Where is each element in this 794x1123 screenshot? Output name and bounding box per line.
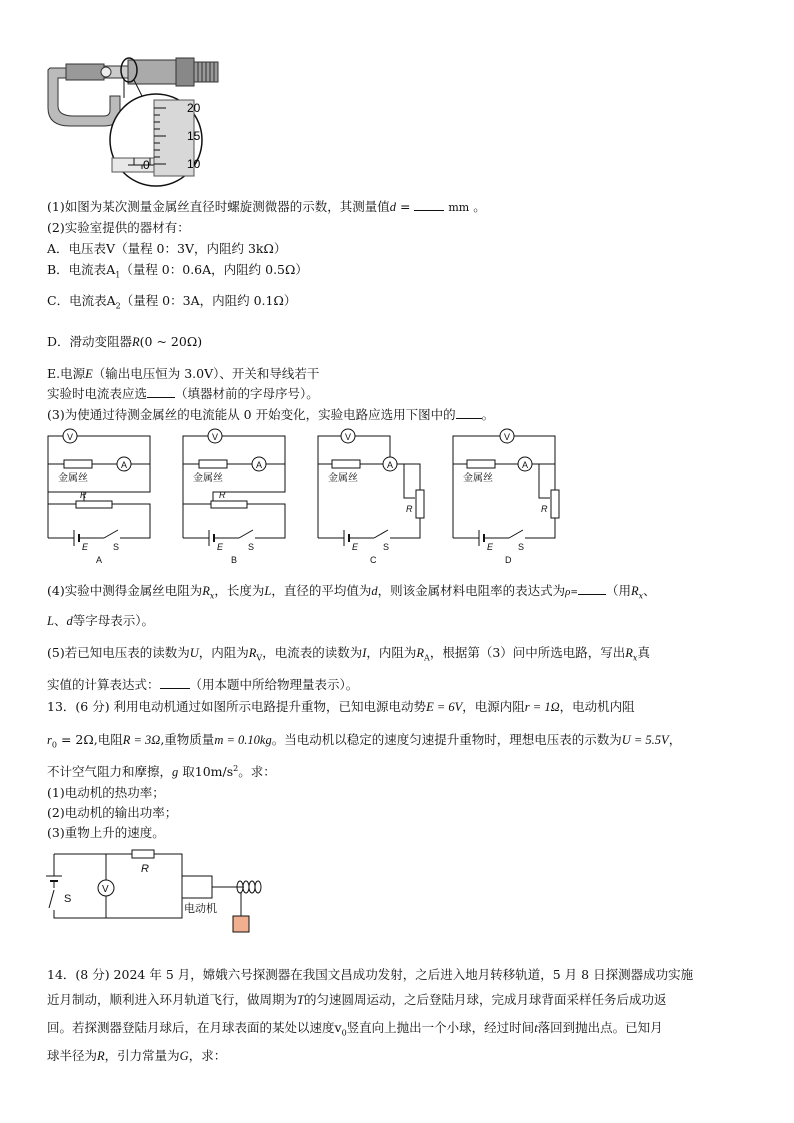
circuit-c-label: C <box>370 555 377 565</box>
q12-part4: (4)实验中测得金属丝电阻为$R_x$，长度为L，直径的平均值为d，则该金属材料电阻率的表达式为ρ= （用$R_x$、 <box>47 583 656 601</box>
wire-label: 金属丝 <box>193 473 223 484</box>
q12-item-a: A．电压表V（量程 0：3V，内阻约 3kΩ） <box>47 241 287 256</box>
circuit-figures <box>44 426 564 566</box>
q13-line3: 不计空气阻力和摩擦，g 取$10m/s^2$。求： <box>47 763 276 779</box>
ammeter-label: A <box>256 460 263 470</box>
switch-label: S <box>248 542 255 552</box>
q12-item-e: E.电源E（输出电压恒为 3.0V）、开关和导线若干 <box>47 366 320 381</box>
voltmeter-label: V <box>102 884 109 895</box>
q13-question2: (2)电动机的输出功率； <box>47 805 178 820</box>
circuit-a-label: A <box>96 555 103 565</box>
micrometer-label-15: 15 <box>187 129 201 143</box>
rheostat-label: R <box>80 490 87 500</box>
ammeter-label: A <box>121 460 128 470</box>
rheostat-label: R <box>406 504 413 514</box>
circuit-b <box>183 429 285 565</box>
q12-item-b: B．电流表$A_1$（量程 0：0.6A，内阻约 0.5Ω） <box>47 262 308 280</box>
q12-part3: (3)为使通过待测金属丝的电流能从 0 开始变化，实验电路应选用下图中的 。 <box>47 407 495 422</box>
q13-question3: (3)重物上升的速度。 <box>47 825 165 840</box>
q12-choose-ammeter: 实验时电流表应选 （填器材前的字母序号）。 <box>47 386 319 401</box>
q12-part5-line2: 实值的计算表达式： （用本题中所给物理量表示）。 <box>47 677 359 692</box>
switch-label: S <box>113 542 120 552</box>
voltmeter-label: V <box>345 432 352 442</box>
q14-line2: 近月制动，顺利进入环月轨道飞行，做周期为T的匀速圆周运动，之后登陆月球，完成月球背面采样任务后成功返 <box>47 992 667 1007</box>
circuit-a <box>48 429 150 565</box>
resistor-label: R <box>141 863 149 875</box>
q12-part2: (2)实验室提供的器材有： <box>47 220 190 235</box>
wire-label: 金属丝 <box>58 473 88 484</box>
wire-label: 金属丝 <box>463 473 493 484</box>
circuit-d <box>453 429 559 565</box>
motor-circuit-figure <box>44 846 274 936</box>
ammeter-label: A <box>522 460 529 470</box>
voltmeter-label: V <box>212 432 219 442</box>
q13-line2: $r_0 = 2\Omega$,电阻R = 3Ω,重物质量m = 0.10kg。当电动机以稳定的速度匀速提升重物时，理想电压表的示数为U = 5.5V， <box>47 732 682 750</box>
q14-line4: 球半径为R，引力常量为G，求： <box>47 1048 227 1063</box>
circuit-d-label: D <box>505 555 512 565</box>
switch-label: S <box>383 542 390 552</box>
voltmeter-label: V <box>67 432 74 442</box>
rheostat-label: R <box>219 490 226 500</box>
micrometer-figure <box>44 56 224 188</box>
q13-question1: (1)电动机的热功率； <box>47 785 165 800</box>
q12-part4-line2: L、d等字母表示）。 <box>47 613 154 628</box>
voltmeter-label: V <box>504 432 511 442</box>
q12-item-c: C．电流表$A_2$（量程 0：3A，内阻约 0.1Ω） <box>47 293 297 311</box>
ammeter-label: A <box>387 460 394 470</box>
wire-label: 金属丝 <box>328 473 358 484</box>
source-label: E <box>352 542 359 552</box>
motor-label: 电动机 <box>184 903 217 915</box>
q12-part5: (5)若已知电压表的读数为U，内阻为$R_V$，电流表的读数为I，内阻为$R_A$，根据第（3）问中所选电路，写出$R_x$真 <box>47 645 650 663</box>
micrometer-label-10: 10 <box>187 157 201 171</box>
circuit-c <box>318 429 424 565</box>
source-label: E <box>487 542 494 552</box>
rheostat-label: R <box>541 504 548 514</box>
q12-item-d: D．滑动变阻器R(0 ~ 20Ω) <box>47 334 203 349</box>
source-label: E <box>82 542 89 552</box>
q13-line1: 13．(6 分) 利用电动机通过如图所示电路提升重物，已知电源电动势E = 6V，电源内阻r = 1Ω，电动机内阻 <box>47 699 635 714</box>
source-label: E <box>217 542 224 552</box>
q14-line3: 回。若探测器登陆月球后，在月球表面的某处以速度$v_0$竖直向上抛出一个小球，经过时间t落回到抛出点。已知月 <box>47 1020 663 1038</box>
circuit-b-label: B <box>231 555 238 565</box>
q14-line1: 14．(8 分) 2024 年 5 月，嫦娥六号探测器在我国文昌成功发射，之后进入地月转移轨道，5 月 8 日探测器成功实施 <box>47 967 694 982</box>
switch-label: S <box>518 542 525 552</box>
q12-part1: (1)如图为某次测量金属丝直径时螺旋测微器的示数，其测量值d = mm 。 <box>47 199 486 214</box>
micrometer-label-20: 20 <box>187 101 201 115</box>
switch-label: S <box>64 893 72 905</box>
micrometer-label-0: 0 <box>143 158 150 172</box>
